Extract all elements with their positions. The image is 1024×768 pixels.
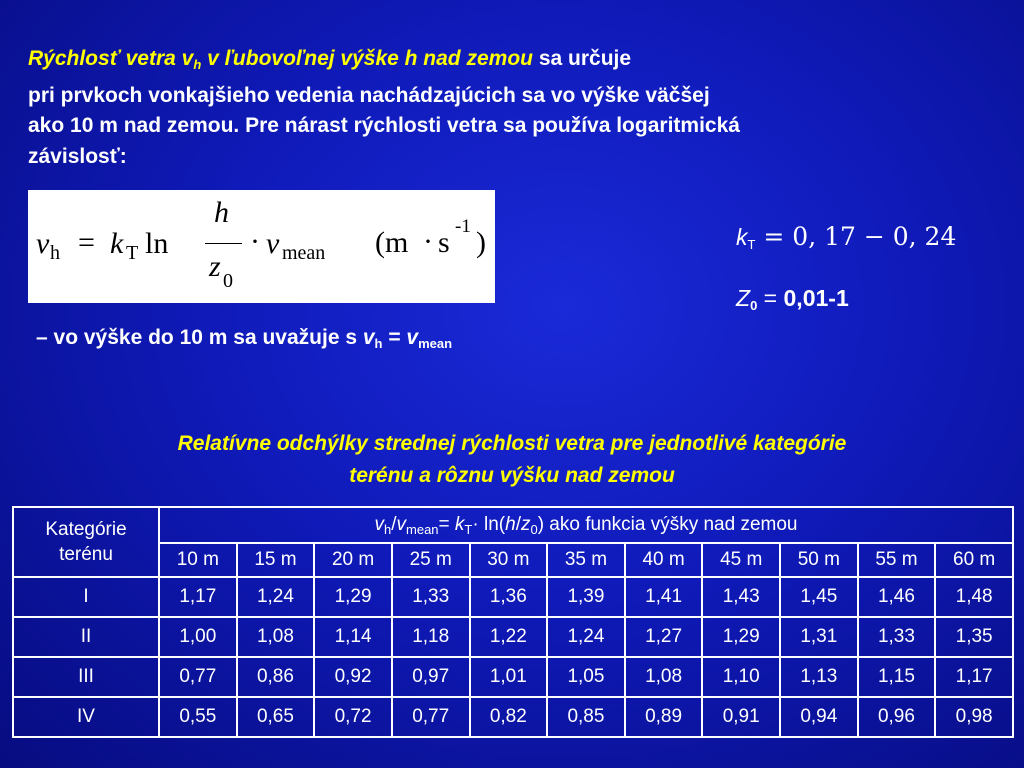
note: – vo výške do 10 m sa uvažuje s $v_h = v_{mean}$ xyxy=(36,326,453,351)
value-cell: 0,92 xyxy=(314,657,392,697)
wind-deviation-table xyxy=(12,506,1014,738)
intro-paragraph xyxy=(28,44,1008,172)
value-cell: 1,45 xyxy=(780,577,858,617)
height-cell: 20 m xyxy=(314,543,392,577)
category-cell: IV xyxy=(13,697,159,737)
formula-vmean: v xyxy=(266,227,280,260)
height-cell: 10 m xyxy=(159,543,237,577)
intro-highlight: Rýchlosť vetra $v_h$ v ľubovoľnej výške h nad zemou xyxy=(28,47,533,72)
intro-line-4: závislosť: xyxy=(28,144,127,168)
value-cell: 1,48 xyxy=(935,577,1013,617)
formula-numerator: h xyxy=(214,196,229,229)
height-cell: 15 m xyxy=(237,543,315,577)
header-row xyxy=(13,507,1013,543)
value-cell: 1,08 xyxy=(237,617,315,657)
fraction-bar xyxy=(205,243,242,244)
heights-row xyxy=(13,543,1013,577)
parameters xyxy=(736,222,956,348)
value-cell: 0,82 xyxy=(470,697,548,737)
value-cell: 0,77 xyxy=(159,657,237,697)
value-cell: 1,08 xyxy=(625,657,703,697)
value-cell: 0,86 xyxy=(237,657,315,697)
formula-v: v xyxy=(36,227,50,260)
height-cell: 25 m xyxy=(392,543,470,577)
table-row xyxy=(13,577,1013,617)
value-cell: 1,17 xyxy=(159,577,237,617)
table-row xyxy=(13,617,1013,657)
formula-unit-close: ) xyxy=(476,226,486,259)
category-cell: III xyxy=(13,657,159,697)
value-cell: 1,29 xyxy=(314,577,392,617)
formula-equals: = xyxy=(78,226,95,259)
height-cell: 35 m xyxy=(547,543,625,577)
formula-unit-open: (m xyxy=(375,226,409,259)
formula-unit-exp: -1 xyxy=(455,216,471,237)
value-cell: 1,22 xyxy=(470,617,548,657)
value-cell: 1,41 xyxy=(625,577,703,617)
value-cell: 0,91 xyxy=(702,697,780,737)
value-cell: 0,98 xyxy=(935,697,1013,737)
formula-unit-dot: · xyxy=(423,225,433,258)
value-cell: 1,15 xyxy=(858,657,936,697)
value-cell: 1,31 xyxy=(780,617,858,657)
value-cell: 1,33 xyxy=(858,617,936,657)
value-cell: 0,85 xyxy=(547,697,625,737)
value-cell: 1,10 xyxy=(702,657,780,697)
category-cell: II xyxy=(13,617,159,657)
value-cell: 1,18 xyxy=(392,617,470,657)
kt-value: = 0, 17 − 0, 24 xyxy=(755,222,957,251)
formula-dot: · xyxy=(250,225,260,258)
formula-k: k xyxy=(110,227,124,260)
z0-value: 0,01-1 xyxy=(783,285,849,311)
value-cell: 0,55 xyxy=(159,697,237,737)
intro-line-1-rest: sa určuje xyxy=(532,47,632,70)
formula-denominator: z xyxy=(209,250,221,283)
height-cell: 55 m xyxy=(858,543,936,577)
value-cell: 1,39 xyxy=(547,577,625,617)
table-row xyxy=(13,657,1013,697)
value-cell: 1,00 xyxy=(159,617,237,657)
header-category: Kategórie terénu xyxy=(13,507,159,577)
height-cell: 30 m xyxy=(470,543,548,577)
formula-box xyxy=(28,190,495,303)
kt-param: $k_T = 0$, 17 − 0, 24 xyxy=(736,222,957,252)
value-cell: 1,43 xyxy=(702,577,780,617)
value-cell: 1,29 xyxy=(702,617,780,657)
value-cell: 1,33 xyxy=(392,577,470,617)
value-cell: 1,14 xyxy=(314,617,392,657)
value-cell: 1,35 xyxy=(935,617,1013,657)
value-cell: 1,17 xyxy=(935,657,1013,697)
value-cell: 1,13 xyxy=(780,657,858,697)
formula-unit-s: s xyxy=(438,226,450,259)
formula-vmean-sub: mean xyxy=(282,242,326,264)
value-cell: 0,97 xyxy=(392,657,470,697)
formula-ln: ln xyxy=(145,227,169,260)
value-cell: 1,27 xyxy=(625,617,703,657)
height-cell: 45 m xyxy=(702,543,780,577)
value-cell: 0,65 xyxy=(237,697,315,737)
header-ratio: $v_h/v_{mean}= k_T\cdot \ln(h/z_0)$ ako funkcia výšky nad zemou xyxy=(159,507,1013,543)
value-cell: 0,77 xyxy=(392,697,470,737)
value-cell: 0,89 xyxy=(625,697,703,737)
table-caption: Relatívne odchýlky strednej rýchlosti vetra pre jednotlivé kategórie terénu a rôznu výšku nad zemou xyxy=(177,432,847,487)
value-cell: 0,96 xyxy=(858,697,936,737)
z0-param: $Z_0 = 0,01-1$ xyxy=(736,285,849,313)
value-cell: 0,72 xyxy=(314,697,392,737)
intro-line-3: ako 10 m nad zemou. Pre nárast rýchlosti vetra sa používa logaritmická xyxy=(28,114,740,137)
category-cell: I xyxy=(13,577,159,617)
value-cell: 1,05 xyxy=(547,657,625,697)
value-cell: 1,46 xyxy=(858,577,936,617)
value-cell: 1,24 xyxy=(547,617,625,657)
intro-line-2: pri prvkoch vonkajšieho vedenia nachádzajúcich sa vo výške väčšej xyxy=(28,83,710,107)
height-cell: 60 m xyxy=(935,543,1013,577)
table-row xyxy=(13,697,1013,737)
value-cell: 1,24 xyxy=(237,577,315,617)
intro-line-1 xyxy=(28,44,1008,81)
formula-denominator-sub: 0 xyxy=(223,270,233,292)
height-cell: 40 m xyxy=(625,543,703,577)
value-cell: 1,01 xyxy=(470,657,548,697)
value-cell: 1,36 xyxy=(470,577,548,617)
height-cell: 50 m xyxy=(780,543,858,577)
value-cell: 0,94 xyxy=(780,697,858,737)
formula-k-sub: T xyxy=(126,242,139,264)
formula-v-sub: h xyxy=(50,242,60,264)
